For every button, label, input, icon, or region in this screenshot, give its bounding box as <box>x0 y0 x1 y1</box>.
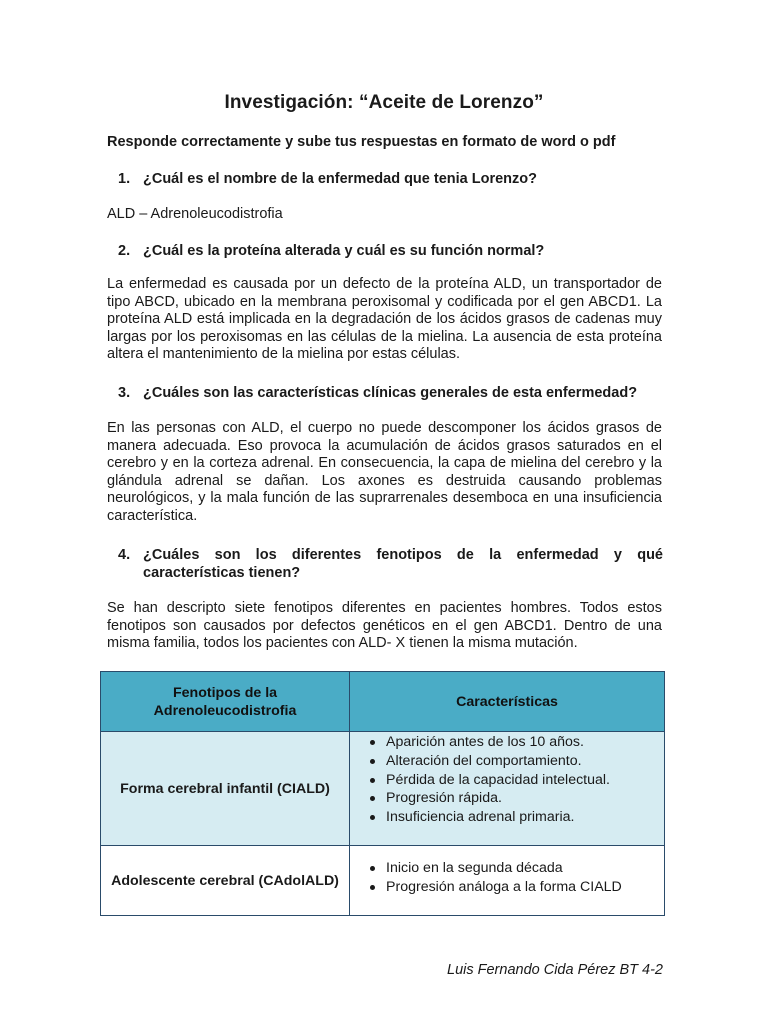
list-item: Aparición antes de los 10 años. <box>368 733 664 752</box>
bullet-list <box>350 732 664 827</box>
header-characteristics: Características <box>350 672 665 732</box>
question-1 <box>118 170 663 188</box>
question-2 <box>118 242 663 260</box>
question-text: ¿Cuál es la proteína alterada y cuál es su función normal? <box>143 243 545 259</box>
footer-author: Luis Fernando Cida Pérez BT 4-2 <box>447 962 663 978</box>
question-number: 3. <box>118 385 131 401</box>
table-header-row <box>101 672 665 732</box>
question-number: 1. <box>118 171 131 187</box>
answer-4: Se han descripto siete fenotipos diferentes en pacientes hombres. Todos estos fenotipos son causados por defectos genéticos en el gen ABCD1. Dentro de una misma familia, todos los pacientes con ALD- X tienen la misma mutación. <box>107 600 662 652</box>
phenotype-name: Adolescente cerebral (CAdolALD) <box>101 846 350 916</box>
question-number: 4. <box>118 547 131 563</box>
list-item: Alteración del comportamiento. <box>368 752 664 771</box>
question-text: ¿Cuáles son las características clínicas generales de esta enfermedad? <box>143 385 638 401</box>
list-item: Inicio en la segunda década <box>368 859 664 878</box>
answer-3: En las personas con ALD, el cuerpo no puede descomponer los ácidos grasos de manera adecuada. Eso provoca la acumulación de ácidos grasos saturados en el cerebro y en la corteza adrenal. En consecuencia, la capa de mielina del cerebro y la glándula adrenal se dañan. Los axones es destruida causando problemas neurológicos, y la mala función de las suprarrenales desemboca en una insuficiencia característica. <box>107 420 662 524</box>
phenotype-characteristics <box>350 732 665 846</box>
question-text: ¿Cuáles son los diferentes fenotipos de la enfermedad y qué características tienen? <box>143 547 663 581</box>
phenotype-characteristics <box>350 846 665 916</box>
list-item: Progresión rápida. <box>368 789 664 808</box>
bullet-list <box>350 846 664 897</box>
question-3 <box>118 384 663 402</box>
header-phenotypes: Fenotipos de la Adrenoleucodistrofia <box>101 672 350 732</box>
table-row <box>101 846 665 916</box>
instructions: Responde correctamente y sube tus respuestas en formato de word o pdf <box>107 134 616 150</box>
phenotype-name: Forma cerebral infantil (CIALD) <box>101 732 350 846</box>
answer-2: La enfermedad es causada por un defecto de la proteína ALD, un transportador de tipo ABCD, ubicado en la membrana peroxisomal y codificada por el gen ABCD1. La proteína ALD está implicada en la degradación de los ácidos grasos de cadenas muy largas por los peroxisomas en las células de la mielina. La ausencia de esta proteína altera el mantenimiento de la mielina por estas células. <box>107 276 662 363</box>
question-text: ¿Cuál es el nombre de la enfermedad que tenia Lorenzo? <box>143 171 537 187</box>
question-number: 2. <box>118 243 131 259</box>
phenotypes-table <box>100 671 665 916</box>
list-item: Pérdida de la capacidad intelectual. <box>368 771 664 790</box>
question-4 <box>118 546 663 582</box>
table-row <box>101 732 665 846</box>
list-item: Progresión análoga a la forma CIALD <box>368 878 664 897</box>
page-title: Investigación: “Aceite de Lorenzo” <box>224 92 544 113</box>
list-item: Insuficiencia adrenal primaria. <box>368 808 664 827</box>
answer-1: ALD – Adrenoleucodistrofia <box>107 206 283 222</box>
